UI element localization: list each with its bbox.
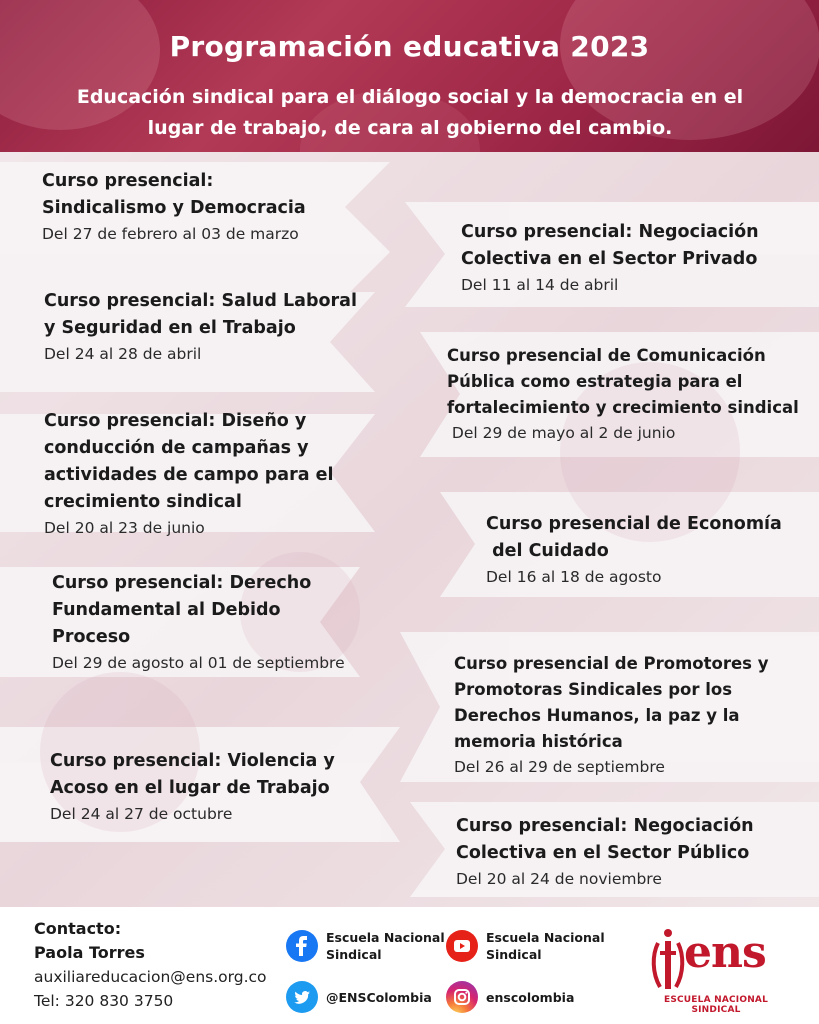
youtube-text: Escuela Nacional Sindical — [486, 930, 605, 962]
course-date: Del 20 al 24 de noviembre — [456, 870, 662, 888]
course-item — [50, 748, 380, 826]
page-subtitle: Educación sindical para el diálogo social y la democracia en el lugar de trabajo, de cara al gobierno del cambio. — [76, 86, 744, 139]
logo-caption: ESCUELA NACIONAL SINDICAL — [663, 995, 769, 1015]
contact-email[interactable]: auxiliareducacion@ens.org.co — [34, 968, 267, 986]
ens-emblem-icon — [648, 925, 688, 995]
course-title: Curso presencial: Violencia y Acoso en el lugar de Trabajo — [50, 751, 335, 798]
course-date: Del 24 al 27 de octubre — [50, 805, 233, 823]
contact-label: Contacto: — [34, 919, 122, 938]
twitter-text: @ENSColombia — [326, 989, 432, 1005]
instagram-link[interactable] — [446, 981, 574, 1013]
contact-name: Paola Torres — [34, 943, 145, 962]
course-title: Curso presencial de Economía del Cuidado — [486, 514, 782, 561]
course-item — [461, 219, 801, 297]
page-title: Programación educativa 2023 — [169, 30, 650, 63]
course-item — [456, 813, 796, 891]
course-item — [447, 343, 812, 445]
course-date: Del 27 de febrero al 03 de marzo — [42, 225, 299, 243]
course-date: Del 24 al 28 de abril — [44, 345, 202, 363]
course-date: Del 20 al 23 de junio — [44, 519, 205, 537]
logo-wordmark: ens — [684, 927, 766, 978]
course-title: Curso presencial: Diseño y conducción de campañas y actividades de campo para el crecimiento sindical — [44, 411, 334, 512]
course-title: Curso presencial: Negociación Colectiva en el Sector Público — [456, 816, 754, 863]
course-date: Del 11 al 14 de abril — [461, 276, 619, 294]
course-date: Del 29 de mayo al 2 de junio — [447, 424, 676, 442]
twitter-icon[interactable] — [286, 981, 318, 1013]
twitter-link[interactable] — [286, 981, 432, 1013]
contact-phone: Tel: 320 830 3750 — [34, 992, 174, 1010]
course-item — [42, 168, 362, 246]
course-item — [44, 288, 374, 366]
facebook-text: Escuela Nacional Sindical — [326, 930, 445, 962]
course-title: Curso presencial: Negociación Colectiva en el Sector Privado — [461, 222, 759, 269]
course-item — [454, 651, 804, 779]
course-item — [486, 511, 806, 589]
footer — [0, 907, 819, 1024]
facebook-icon[interactable] — [286, 930, 318, 962]
ens-logo — [646, 921, 786, 1015]
youtube-icon[interactable] — [446, 930, 478, 962]
course-item — [44, 408, 364, 540]
course-item — [52, 570, 382, 675]
course-date: Del 26 al 29 de septiembre — [454, 758, 665, 776]
course-title: Curso presencial: Derecho Fundamental al Debido Proceso — [52, 573, 312, 647]
course-title: Curso presencial: Sindicalismo y Democracia — [42, 171, 306, 218]
course-schedule — [0, 152, 819, 907]
contact-block — [34, 917, 267, 1013]
instagram-icon[interactable] — [446, 981, 478, 1013]
youtube-link[interactable] — [446, 929, 605, 963]
course-date: Del 29 de agosto al 01 de septiembre — [52, 654, 345, 672]
header-banner — [0, 0, 819, 152]
instagram-text: enscolombia — [486, 989, 575, 1005]
course-title: Curso presencial de Promotores y Promotoras Sindicales por los Derechos Humanos, la paz y la memoria histórica — [454, 654, 769, 751]
course-date: Del 16 al 18 de agosto — [486, 568, 662, 586]
course-title: Curso presencial de Comunicación Pública como estrategia para el fortalecimiento y crecimiento sindical — [447, 346, 799, 417]
course-title: Curso presencial: Salud Laboral y Seguridad en el Trabajo — [44, 291, 357, 338]
facebook-link[interactable] — [286, 929, 445, 963]
